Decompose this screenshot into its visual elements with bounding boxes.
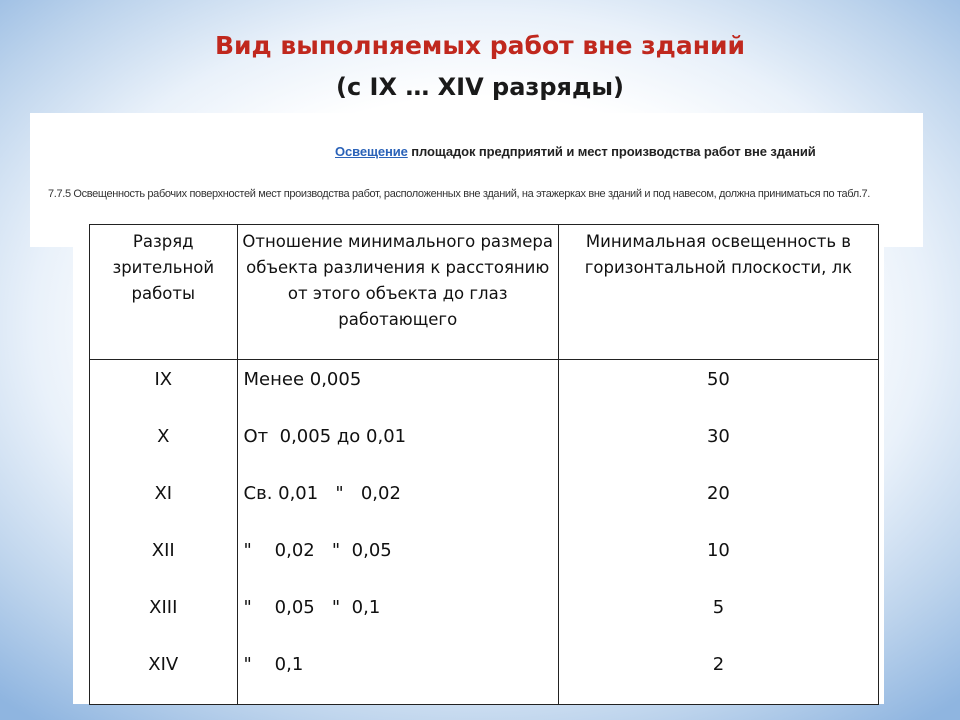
slide-title-line1: Вид выполняемых работ вне зданий: [214, 31, 746, 60]
lighting-link[interactable]: Освещение: [335, 144, 408, 159]
table-cell-grade: X: [157, 426, 170, 447]
header-grade: Разряд зрительной работы: [90, 225, 238, 360]
slide-title: [0, 30, 960, 103]
table-cell-illuminance: 20: [706, 483, 730, 504]
table-cell-ratio: " 0,02 " 0,05: [243, 540, 392, 561]
document-heading-text: площадок предприятий и мест производства работ вне зданий: [407, 144, 816, 159]
table-cell-ratio: От 0,005 до 0,01: [243, 426, 407, 447]
table-cell-grade: IX: [154, 369, 173, 390]
table-cell-illuminance: 5: [712, 597, 725, 618]
norms-table: [89, 224, 879, 705]
table-cell-ratio: Св. 0,01 " 0,02: [243, 483, 401, 504]
table-cell-illuminance: 50: [706, 369, 730, 390]
ratio-column: [237, 360, 558, 705]
table-cell-ratio: " 0,1: [243, 654, 304, 675]
header-illuminance: Минимальная освещенность в горизонтальной плоскости, лк: [558, 225, 878, 360]
table-header-row: [90, 225, 879, 360]
table-cell-grade: XIII: [149, 597, 178, 618]
illuminance-column: [558, 360, 878, 705]
table-body-row: [90, 360, 879, 705]
document-clause: 7.7.5 Освещенность рабочих поверхностей мест производства работ, расположенных вне зданий, на этажерках вне зданий и под навесом, должна приниматься по табл.7.: [48, 188, 870, 200]
table-cell-grade: XII: [151, 540, 175, 561]
norms-table-panel: [73, 208, 884, 704]
table-cell-grade: XI: [154, 483, 173, 504]
slide-title-line2: (с IX … XIV разряды): [335, 73, 625, 101]
table-cell-illuminance: 30: [706, 426, 730, 447]
table-cell-illuminance: 10: [706, 540, 730, 561]
table-cell-ratio: Менее 0,005: [243, 369, 362, 390]
header-ratio: Отношение минимального размера объекта различения к расстоянию от этого объекта до глаз работающего: [237, 225, 558, 360]
grade-column: [90, 360, 238, 705]
table-cell-ratio: " 0,05 " 0,1: [243, 597, 381, 618]
table-cell-illuminance: 2: [712, 654, 725, 675]
table-cell-grade: XIV: [148, 654, 179, 675]
document-heading: [335, 144, 816, 159]
